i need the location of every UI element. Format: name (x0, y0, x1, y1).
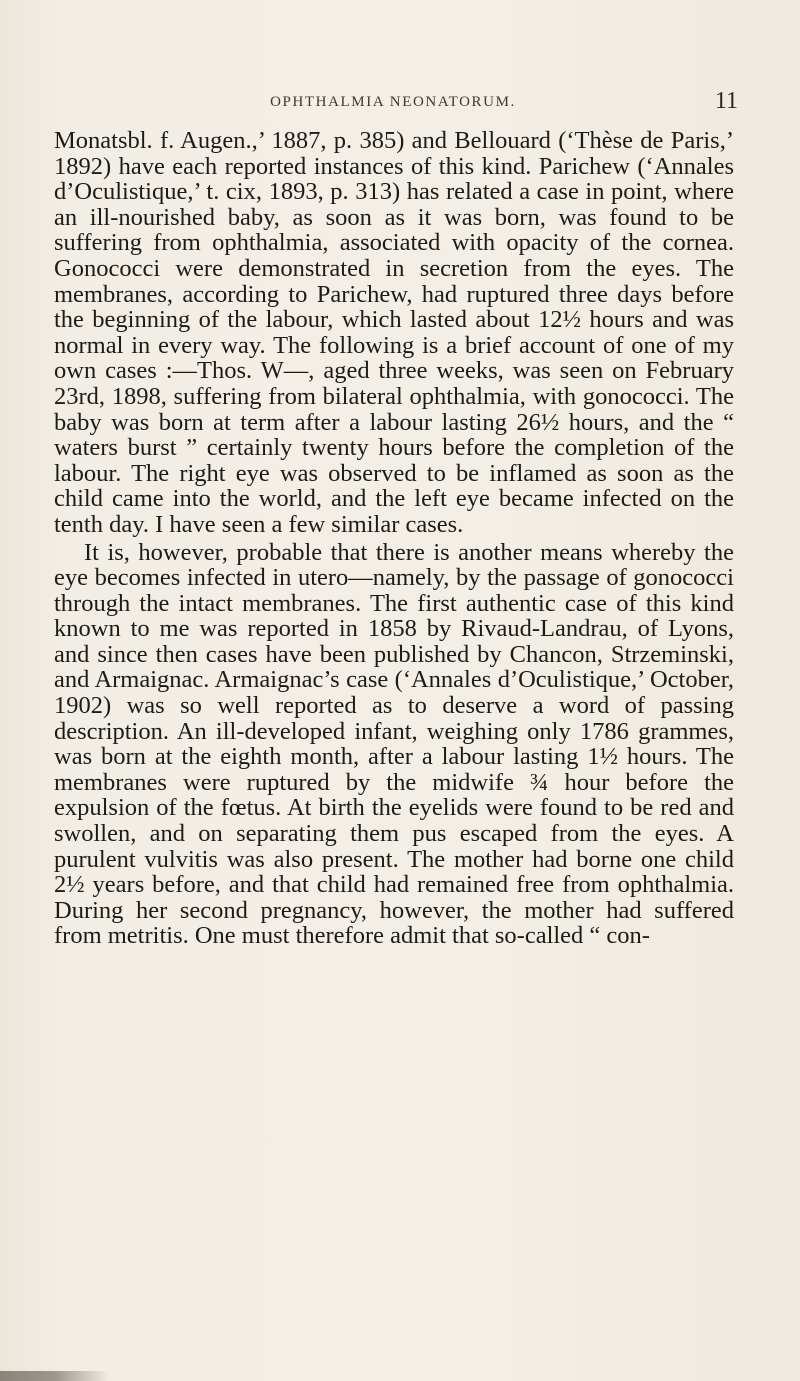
page-number: 11 (714, 88, 738, 114)
running-head (48, 88, 738, 118)
running-head-title: OPHTHALMIA NEONATORUM. (270, 94, 516, 110)
paragraph-2: It is, however, probable that there is another means whereby the eye becomes infected in utero—namely, by the passage of gonococci through the intact membranes. The first authentic case of this kind known to me was reported in 1858 by Rivaud-Landrau, of Lyons, and since then cases have been published by Chancon, Strzeminski, and Armaignac. Armaignac’s case (‘Annales d’Oculistique,’ October, 1902) was so well reported as to deserve a word of passing description. An ill-developed infant, weighing only 1786 grammes, was born at the eighth month, after a labour lasting 1½ hours. The membranes were ruptured by the midwife ¾ hour before the expulsion of the fœtus. At birth the eyelids were found to be red and swollen, and on separating them pus escaped from the eyes. A purulent vulvitis was also present. The mother had borne one child 2½ years before, and that child had remained free from ophthalmia. During her second pregnancy, however, the mother had suffered from metritis. One must therefore admit that so-called “ con- (54, 538, 734, 950)
scan-edge-mark (0, 1371, 110, 1381)
paragraph-1: Monatsbl. f. Augen.,’ 1887, p. 385) and Bellouard (‘Thèse de Paris,’ 1892) have each reported instances of this kind. Parichew (‘Annales d’Oculistique,’ t. cix, 1893, p. 313) has related a case in point, where an ill-nourished baby, as soon as it was born, was found to be suffering from ophthalmia, associated with opacity of the cornea. Gonococci were demonstrated in secretion from the eyes. The membranes, according to Parichew, had ruptured three days before the beginning of the labour, which lasted about 12½ hours and was normal in every way. The following is a brief account of one of my own cases :—Thos. W—, aged three weeks, was seen on February 23rd, 1898, suffering from bilateral ophthalmia, with gonococci. The baby was born at term after a labour lasting 26½ hours, and the “ waters burst ” certainly twenty hours before the completion of the labour. The right eye was observed to be inflamed as soon as the child came into the world, and the left eye became infected on the tenth day. I have seen a few similar cases. (54, 127, 734, 538)
body-text (54, 128, 734, 949)
